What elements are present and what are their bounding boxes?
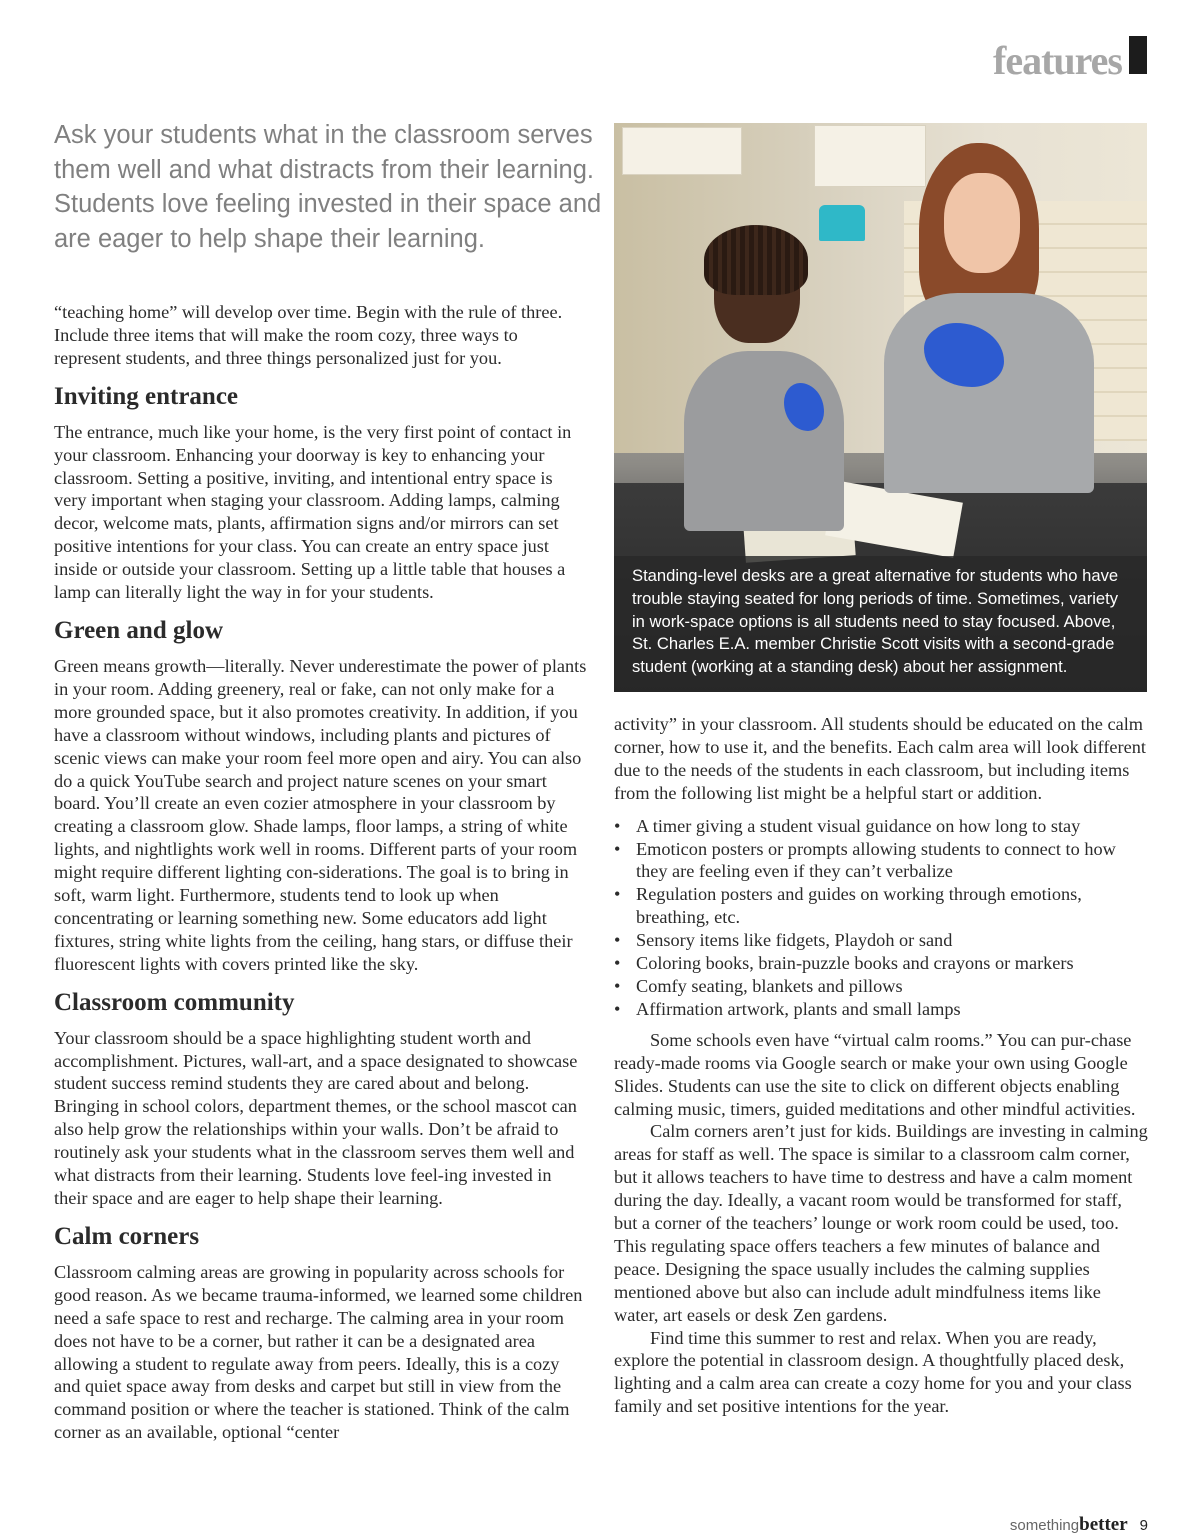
page-footer bbox=[1010, 1514, 1148, 1536]
left-column bbox=[54, 301, 588, 1444]
body-paragraph: Find time this summer to rest and relax. When you are ready, explore the potential in classroom design. A thoughtfully placed desk, lighting and a calm area can create a cozy home for you and your class family and set positive intentions for the year. bbox=[614, 1327, 1132, 1417]
photo-wall-poster bbox=[622, 127, 742, 175]
body-paragraph: Some schools even have “virtual calm rooms.” You can pur-chase ready-made rooms via Google search or make your own using Google Slides. Students can use the site to click on different objects enabling calming music, timers, guided meditations and other mindful activities. bbox=[614, 1029, 1136, 1119]
photo-caption: Standing-level desks are a great alternative for students who have trouble staying seated for long periods of time. Sometimes, variety in work-space options is all students need to stay focused. Above, St. Charles E.A. member Christie Scott visits with a second-grade student (working at a standing desk) about her assignment. bbox=[632, 566, 1119, 677]
section-marker-bar bbox=[1129, 36, 1147, 74]
list-item: • Sensory items like fidgets, Playdoh or sand bbox=[614, 929, 1148, 952]
heading-inviting-entrance: Inviting entrance bbox=[54, 382, 239, 410]
photo-caption-box bbox=[614, 556, 1147, 692]
magazine-title-suffix: better bbox=[1079, 1514, 1128, 1535]
body-calm-corners: Classroom calming areas are growing in popularity across schools for good reason. As we became trauma-informed, we learned some children need a safe space to rest and recharge. The calming area in your room does not have to be a corner, but rather it can be a designated area allowing a student to regulate away from peers. Ideally, this is a cozy and quiet space away from desks and carpet but still in view from the command position or where the teacher is stationed. Think of the calm corner as an available, optional “center bbox=[54, 1261, 583, 1443]
photo-student bbox=[674, 233, 854, 533]
list-item: • Regulation posters and guides on working through emotions, breathing, etc. bbox=[614, 883, 1148, 929]
right-column bbox=[614, 713, 1148, 1418]
heading-green-and-glow: Green and glow bbox=[54, 616, 223, 644]
list-item: • Coloring books, brain-puzzle books and crayons or markers bbox=[614, 952, 1148, 975]
body-inviting-entrance: The entrance, much like your home, is the very first point of contact in your classroom. Enhancing your doorway is key to enhancing your classroom. Setting a positive, inviting, and intentional entry space is very important when staging your classroom. Adding lamps, calming decor, welcome mats, plants, affirmation signs and/or mirrors can set positive intentions for your class. You can create an entry space just inside or outside your classroom. Setting up a little table that houses a lamp can literally light the way in for your students. bbox=[54, 421, 572, 603]
list-item: • Affirmation artwork, plants and small lamps bbox=[614, 998, 1148, 1021]
calm-corner-items-list bbox=[614, 815, 1148, 1021]
continuation-paragraph: activity” in your classroom. All students should be educated on the calm corner, how to use it, and the benefits. Each calm area will look different due to the needs of the students in each classroom, but including items from the following list might be a helpful start or addition. bbox=[614, 714, 1146, 803]
section-label: features bbox=[993, 38, 1122, 83]
pull-quote: Ask your students what in the classroom serves them well and what distracts from their learning. Students love feeling invested in their space and are eager to help shape their learning. bbox=[54, 121, 602, 253]
page-number: 9 bbox=[1139, 1517, 1148, 1534]
magazine-title-prefix: something bbox=[1009, 1517, 1080, 1534]
list-item: • A timer giving a student visual guidance on how long to stay bbox=[614, 815, 1148, 838]
list-item: • Emoticon posters or prompts allowing students to connect to how they are feeling even if they can’t verbalize bbox=[614, 838, 1148, 884]
body-classroom-community: Your classroom should be a space highlighting student worth and accomplishment. Pictures, wall-art, and a space designated to showcase student success remind students they are cared about and belong. Bringing in school colors, department themes, or the school mascot can also help grow the relationships within your walls. Don’t be afraid to routinely ask your students what in the classroom serves them well and what distracts from their learning. Students love feel-ing invested in their space and are eager to help shape their learning. bbox=[54, 1027, 578, 1208]
body-green-and-glow: Green means growth—literally. Never underestimate the power of plants in your room. Adding greenery, real or fake, can not only make for a more grounded space, but it also promotes creativity. In addition, if you have a classroom without windows, including plants and pictures of scenic views can make your room feel more open and airy. You can also do a quick YouTube search and project nature scenes on your smart board. You’ll create an even cozier atmosphere in your classroom by creating a classroom glow. Shade lamps, floor lamps, a string of white lights, and nightlights work well in rooms. Different parts of your room might require different lighting con-siderations. The goal is to bring in soft, warm light. Furthermore, students tend to look up when concentrating or learning something new. Some educators add light fixtures, string white lights from the ceiling, hang stars, or diffuse their fluorescent lights with covers printed like the sky. bbox=[54, 655, 587, 974]
list-item: • Comfy seating, blankets and pillows bbox=[614, 975, 1148, 998]
article-photo bbox=[614, 123, 1147, 692]
intro-paragraph: “teaching home” will develop over time. Begin with the rule of three. Include three items that will make the room cozy, three ways to represent students, and three things personalized just for you. bbox=[54, 302, 563, 368]
heading-classroom-community: Classroom community bbox=[54, 988, 295, 1016]
heading-calm-corners: Calm corners bbox=[54, 1222, 200, 1250]
photo-teacher bbox=[864, 143, 1114, 503]
body-paragraph: Calm corners aren’t just for kids. Buildings are investing in calming areas for staff as well. The space is similar to a classroom calm corner, but it allows teachers to have time to destress and have a calm moment during the day. Ideally, a vacant room would be transformed for staff, but a corner of the teachers’ lounge or work room could be used, too. This regulating space offers teachers a few minutes of balance and peace. Designing the space usually includes the calming supplies mentioned above but also can include adult mindfulness items like water, art easels or desk Zen gardens. bbox=[614, 1121, 1148, 1325]
